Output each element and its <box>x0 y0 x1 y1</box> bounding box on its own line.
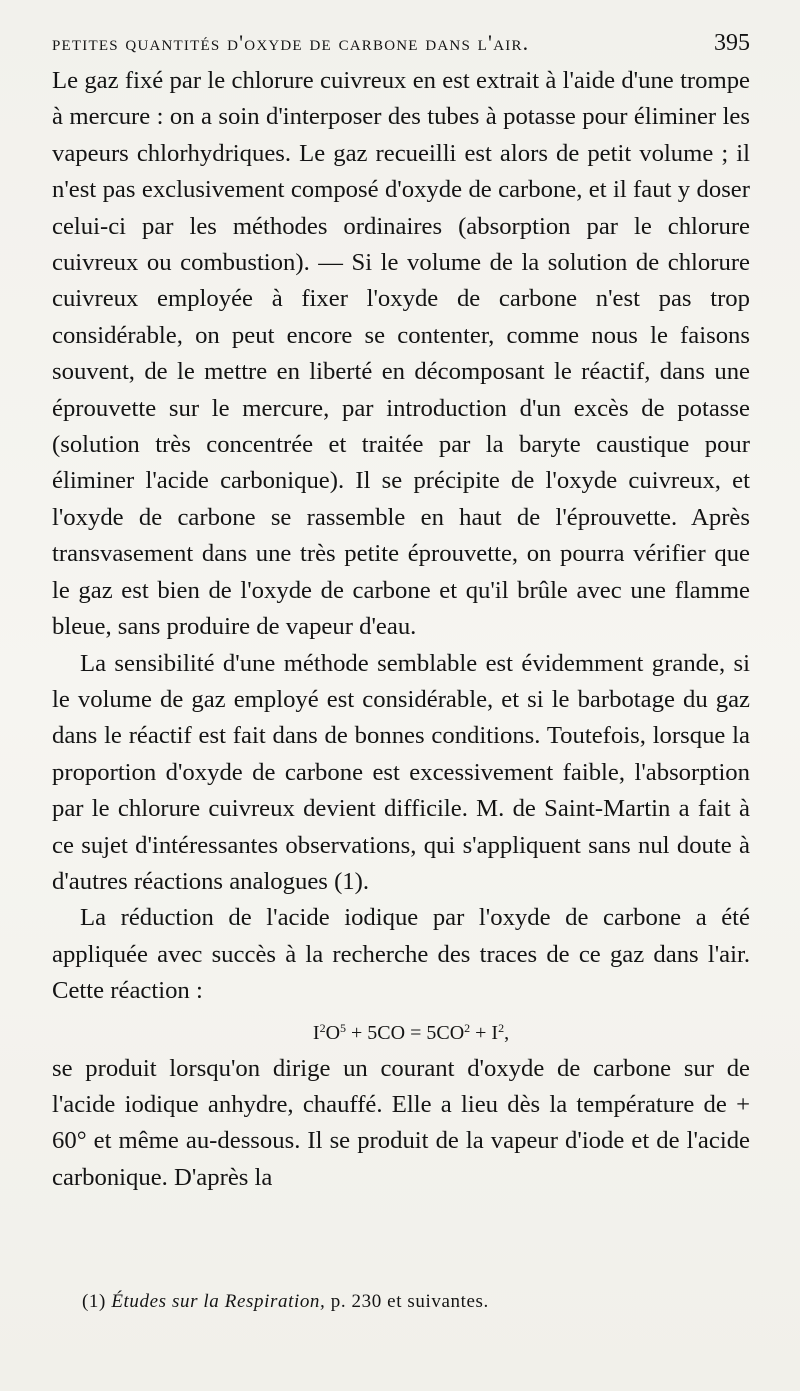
footnote-rest: p. 230 et suivantes. <box>325 1291 489 1312</box>
page-number: 395 <box>714 30 750 56</box>
footnote <box>82 1290 489 1314</box>
paragraph-2: La sensibilité d'une méthode semblable est évidemment grande, si le volume de gaz employé est considérable, et si le barbotage du gaz dans le réactif est fait dans de bonnes conditions. Toutefois, lorsque la proportion d'oxyde de carbone est excessivement faible, l'absorption par le chlorure cuivreux devient difficile. M. de Saint-Martin a fait à ce sujet d'intéressantes observations, qui s'appliquent sans nul doute à d'autres réactions analogues (1). <box>52 649 750 895</box>
body-text <box>52 63 750 1196</box>
chemical-equation: $I^2O^5 + 5CO = 5CO^2 + I^2$, <box>312 1020 510 1044</box>
paragraph-4: se produit lorsqu'on dirige un courant d'oxyde de carbone sur de l'acide iodique anhydre, chauffé. Elle a lieu dès la température de + 60° et même au-dessous. Il se produit de la vapeur d'iode et de l'acide carbonique. D'après la <box>52 1054 750 1191</box>
running-head <box>52 30 750 57</box>
paragraph-3: La réduction de l'acide iodique par l'oxyde de carbone a été appliquée avec succès à la recherche des traces de ce gaz dans l'air. Cette réaction : <box>52 904 750 1005</box>
footnote-marker: (1) <box>82 1291 106 1312</box>
paragraph-1: Le gaz fixé par le chlorure cuivreux en est extrait à l'aide d'une trompe à mercure : on a soin d'interposer des tubes à potasse pour éliminer les vapeurs chlorhydriques. Le gaz recueilli est alors de petit volume ; il n'est pas exclusivement composé d'oxyde de carbone, et il faut y doser celui-ci par les méthodes ordinaires (absorption par le chlorure cuivreux ou combustion). — Si le volume de la solution de chlorure cuivreux employée à fixer l'oxyde de carbone n'est pas trop considérable, on peut encore se contenter, comme nous le faisons souvent, de le mettre en liberté en décomposant le réactif, dans une éprouvette sur le mercure, par introduction d'un excès de potasse (solution très concentrée et traitée par la baryte caustique pour éliminer l'acide carbonique). Il se précipite de l'oxyde cuivreux, et l'oxyde de carbone se rassemble en haut de l'éprouvette. Après transvasement dans une très petite éprouvette, on pourra vérifier que le gaz est bien de l'oxyde de carbone et qu'il brûle avec une flamme bleue, sans produire de vapeur d'eau. <box>52 67 750 641</box>
running-title: petites quantités d'oxyde de carbone dans l'air. <box>52 30 530 55</box>
footnote-title: Études sur la Respiration, <box>111 1291 326 1312</box>
